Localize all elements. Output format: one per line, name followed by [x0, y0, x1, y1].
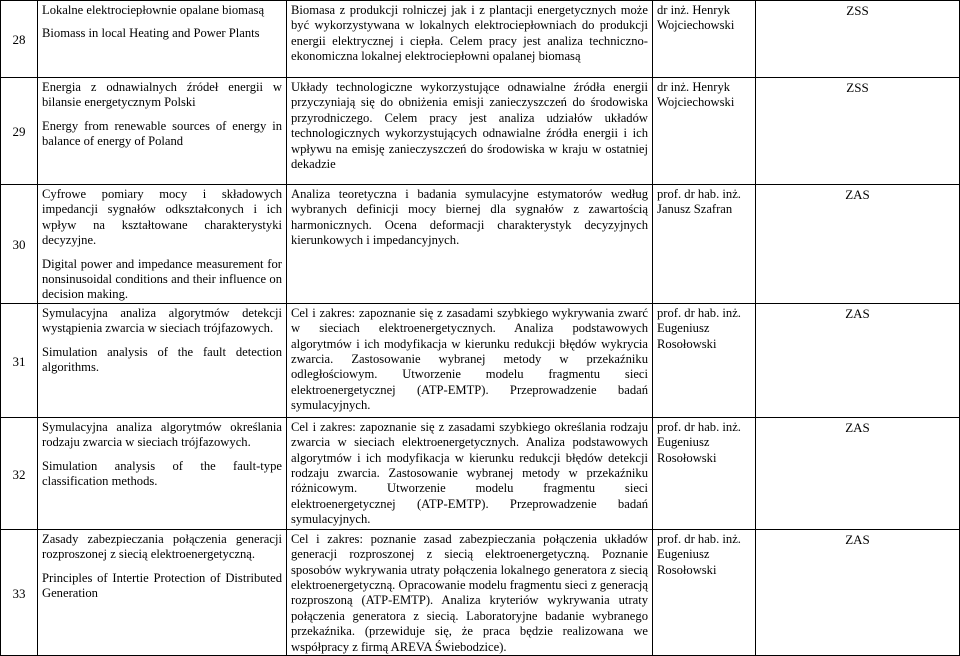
supervisor-line-3: Rosołowski [657, 562, 717, 577]
row-number [1, 78, 38, 185]
table-row [1, 529, 960, 655]
unit-code [756, 303, 960, 417]
unit-code [756, 185, 960, 304]
description-cell [287, 185, 653, 304]
supervisor-line-1: prof. dr hab. inż. [657, 531, 741, 546]
supervisor-line-1: prof. dr hab. inż. [657, 305, 741, 320]
row-number-text: 33 [12, 585, 26, 601]
table-row [1, 78, 960, 185]
topic-polish: Cyfrowe pomiary mocy i składowych impedancji sygnałów odkształconych i ich wpływ na kształtowane charakterystyki decyzyjne. [42, 187, 282, 248]
topic-english: Biomass in local Heating and Power Plants [42, 26, 260, 41]
topic-cell [38, 185, 287, 304]
supervisor-line-2: Eugeniusz [657, 435, 710, 450]
topic-polish: Symulacyjna analiza algorytmów określania rodzaju zwarcia w sieciach trójfazowych. [42, 419, 282, 450]
supervisor-line-1: dr inż. Henryk [657, 3, 731, 17]
table-row [1, 303, 960, 417]
description-text: Cel i zakres: zapoznanie się z zasadami szybkiego określania rodzaju zwarcia w sieciach elektroenergetycznych. Analiza podstawowych algorytmów i ich modyfikacja w kierunku redukcji błędów detekcji rodzaju zwarcia. Zastosowanie wybranej metody w przekaźniku różnicowym. Utworzenie modelu fragmentu sieci elektroenergetycznej (ATP-EMTP). Przeprowadzenie badań symulacyjnych. [291, 419, 648, 527]
supervisor-line-2: Janusz Szafran [657, 202, 733, 217]
row-number [1, 185, 38, 304]
unit-code [756, 78, 960, 185]
topic-cell [38, 417, 287, 529]
topic-english: Digital power and impedance measurement for nonsinusoidal conditions and their influence on decision making. [42, 256, 282, 302]
supervisor-line-2: Wojciechowski [657, 95, 735, 110]
topic-english: Simulation analysis of the fault-type classification methods. [42, 458, 282, 489]
topic-english: Principles of Intertie Protection of Distributed Generation [42, 570, 282, 601]
row-number-text: 31 [12, 353, 26, 369]
description-text: Cel i zakres: zapoznanie się z zasadami szybkiego wykrywania zwarć w sieciach elektroenergetycznych. Analiza podstawowych algorytmów i ich modyfikacja w kierunku redukcji błędów wykrycia zwarcia. Zastosowanie wybranej metody w przekaźniku odległościowym. Utworzenie modelu fragmentu sieci elektroenergetycznej (ATP-EMTP). Przeprowadzenie badań symulacyjnych. [291, 305, 648, 413]
row-number-text: 28 [12, 32, 26, 48]
table-row [1, 1, 960, 78]
description-cell [287, 78, 653, 185]
unit-code [756, 417, 960, 529]
topic-polish: Zasady zabezpieczania połączenia generacji rozproszonej z siecią elektroenergetyczną. [42, 531, 282, 562]
supervisor-cell [653, 417, 756, 529]
supervisor-cell [653, 185, 756, 304]
row-number [1, 529, 38, 655]
row-number-text: 29 [12, 124, 26, 140]
topic-cell [38, 529, 287, 655]
topic-polish: Symulacyjna analiza algorytmów detekcji wystąpienia zwarcia w sieciach trójfazowych. [42, 305, 282, 336]
unit-code-text: ZSS [846, 80, 869, 95]
row-number-text: 32 [12, 466, 26, 482]
supervisor-line-1: prof. dr hab. inż. [657, 419, 741, 434]
supervisor-cell [653, 78, 756, 185]
description-text: Układy technologiczne wykorzystujące odnawialne źródła energii przyczyniają się do obniżenia emisji zanieczyszczeń do środowiska przyrodniczego. Celem pracy jest analiza udziałów układów technologicznych wykorzystujących odnawialne źródła energii i ich wpływu na emisję zanieczyszczeń do środowiska w kraju w ostatniej dekadzie [291, 80, 648, 172]
supervisor-line-2: Wojciechowski [657, 18, 735, 33]
supervisor-cell [653, 303, 756, 417]
unit-code-text: ZAS [845, 531, 870, 547]
table-row [1, 417, 960, 529]
row-number [1, 303, 38, 417]
unit-code [756, 529, 960, 655]
description-text: Biomasa z produkcji rolniczej jak i z plantacji energetycznych może być wykorzystywana w lokalnych elektrociepłowniach do produkcji energii elektrycznej i ciepła. Celem pracy jest analiza techniczno-ekonomiczna lokalnej elektrociepłowni opalanej biomasą [291, 3, 648, 64]
row-number [1, 417, 38, 529]
supervisor-line-2: Eugeniusz [657, 321, 710, 336]
topic-english: Simulation analysis of the fault detection algorithms. [42, 344, 282, 375]
topic-cell [38, 1, 287, 78]
topic-english: Energy from renewable sources of energy in balance of energy of Poland [42, 118, 282, 149]
supervisor-line-1: prof. dr hab. inż. [657, 187, 741, 201]
description-text: Cel i zakres: poznanie zasad zabezpieczania połączenia układów generacji rozproszonej z siecią elektroenergetyczną. Poznanie sposobów wykrywania utraty połączenia lokalnego generatora z siecią elektroenergetyczną. Opracowanie modelu fragmentu sieci z generacją rozproszoną (ATP-EMTP). Analiza kryteriów wykrywania utraty połączenia generatora z siecią. Laboratoryjne badanie wybranego przekaźnika. (przewiduje się, że praca będzie realizowana we współpracy z firmą AREVA Świebodzice). [291, 531, 648, 654]
supervisor-line-2: Eugeniusz [657, 547, 710, 562]
row-number [1, 1, 38, 78]
topic-cell [38, 78, 287, 185]
topic-polish: Energia z odnawialnych źródeł energii w bilansie energetycznym Polski [42, 80, 282, 110]
supervisor-line-1: dr inż. Henryk [657, 80, 731, 94]
topic-polish: Lokalne elektrociepłownie opalane biomasą [42, 3, 265, 17]
topic-cell [38, 303, 287, 417]
unit-code-text: ZAS [845, 187, 870, 202]
table-row [1, 185, 960, 304]
unit-code-text: ZAS [845, 305, 870, 321]
unit-code-text: ZAS [845, 419, 870, 435]
supervisor-line-3: Rosołowski [657, 336, 717, 351]
unit-code-text: ZSS [846, 3, 869, 18]
supervisor-cell [653, 529, 756, 655]
row-number-text: 30 [12, 237, 26, 253]
description-text: Analiza teoretyczna i badania symulacyjne estymatorów według wybranych definicji mocy biernej dla sygnałów z zawartością harmonicznych. Ocena deformacji charakterystyk decyzyjnych kierunkowych i impedancyjnych. [291, 187, 648, 248]
supervisor-cell [653, 1, 756, 78]
description-cell [287, 529, 653, 655]
description-cell [287, 303, 653, 417]
description-cell [287, 1, 653, 78]
description-cell [287, 417, 653, 529]
supervisor-line-3: Rosołowski [657, 450, 717, 465]
unit-code [756, 1, 960, 78]
